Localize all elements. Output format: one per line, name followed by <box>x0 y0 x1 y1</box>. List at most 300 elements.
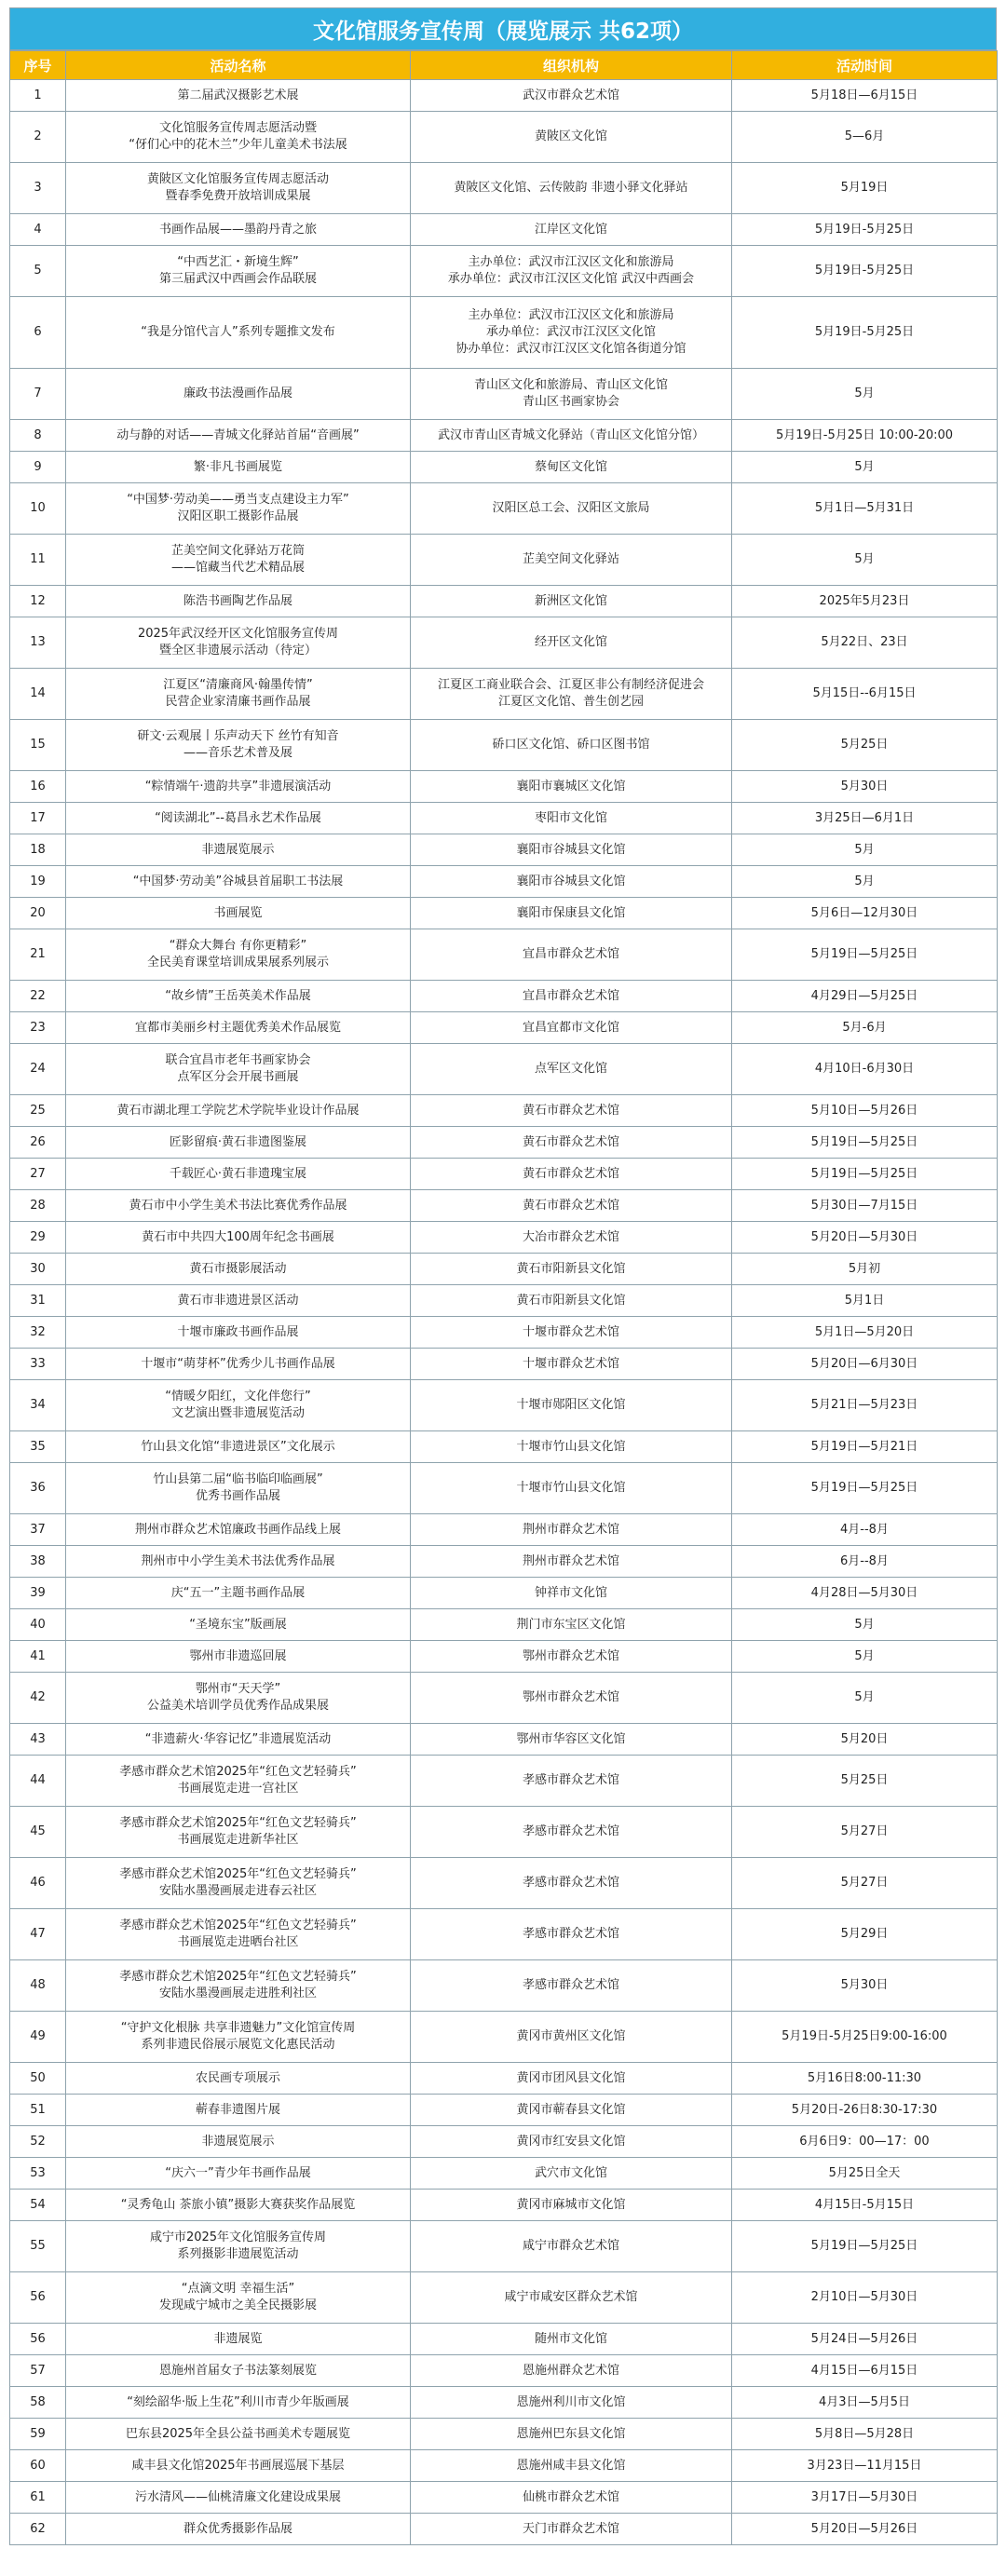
activity-time: 3月23日—11月15日 <box>732 2450 998 2482</box>
header-no: 序号 <box>10 51 66 80</box>
activity-time: 5月25日 <box>732 720 998 771</box>
organizer: 十堰市竹山县文化馆 <box>411 1431 732 1463</box>
table-row <box>10 452 998 483</box>
row-number: 25 <box>10 1095 66 1127</box>
row-number: 38 <box>10 1546 66 1578</box>
activity-time: 5月20日-26日8:30-17:30 <box>732 2095 998 2126</box>
organizer: 十堰市群众艺术馆 <box>411 1317 732 1349</box>
organizer: 天门市群众艺术馆 <box>411 2514 732 2545</box>
table-row <box>10 1609 998 1641</box>
activity-time: 5月19日—5月21日 <box>732 1431 998 1463</box>
activity-name: “粽情端午·遗韵共享”非遗展演活动 <box>66 771 411 803</box>
row-number: 35 <box>10 1431 66 1463</box>
row-number: 14 <box>10 669 66 720</box>
activity-name: 孝感市群众艺术馆2025年“红色文艺轻骑兵” 安陆水墨漫画展走进胜利社区 <box>66 1960 411 2012</box>
row-number: 18 <box>10 834 66 866</box>
row-number: 6 <box>10 297 66 369</box>
organizer: 黄石市阳新县文化馆 <box>411 1285 732 1317</box>
row-number: 1 <box>10 80 66 112</box>
activity-name: 研文·云观展丨乐声动天下 丝竹有知音 ——音乐艺术普及展 <box>66 720 411 771</box>
organizer: 黄石市阳新县文化馆 <box>411 1254 732 1285</box>
row-number: 33 <box>10 1349 66 1380</box>
activity-name: 孝感市群众艺术馆2025年“红色文艺轻骑兵” 书画展览走进晒台社区 <box>66 1909 411 1960</box>
activity-time: 5月1日 <box>732 1285 998 1317</box>
activity-name: “中国梦·劳动美”谷城县首届职工书法展 <box>66 866 411 898</box>
row-number: 54 <box>10 2190 66 2221</box>
activity-time: 3月17日—5月30日 <box>732 2482 998 2514</box>
activity-name: 动与静的对话——青城文化驿站首届“音画展” <box>66 420 411 452</box>
table-row <box>10 1159 998 1190</box>
table-row <box>10 2126 998 2158</box>
row-number: 23 <box>10 1012 66 1044</box>
organizer: 荆门市东宝区文化馆 <box>411 1609 732 1641</box>
organizer: 主办单位：武汉市江汉区文化和旅游局 承办单位：武汉市江汉区文化馆 武汉中西画会 <box>411 246 732 297</box>
activity-time: 5月18日—6月15日 <box>732 80 998 112</box>
activity-name: 群众优秀摄影作品展 <box>66 2514 411 2545</box>
activity-name: 十堰市廉政书画作品展 <box>66 1317 411 1349</box>
table-row <box>10 2095 998 2126</box>
row-number: 22 <box>10 981 66 1012</box>
activity-name: “群众大舞台 有你更精彩” 全民美育课堂培训成果展系列展示 <box>66 929 411 981</box>
table-row <box>10 246 998 297</box>
row-number: 50 <box>10 2063 66 2095</box>
organizer: 襄阳市保康县文化馆 <box>411 898 732 929</box>
activity-time: 4月29日—5月25日 <box>732 981 998 1012</box>
activity-time: 5月25日 <box>732 1756 998 1807</box>
table-row <box>10 1641 998 1673</box>
row-number: 37 <box>10 1514 66 1546</box>
row-number: 45 <box>10 1807 66 1858</box>
table-row <box>10 1807 998 1858</box>
activity-name: 鄂州市非遗巡回展 <box>66 1641 411 1673</box>
activity-name: 非遗展览展示 <box>66 834 411 866</box>
organizer: 江夏区工商业联合会、江夏区非公有制经济促进会 江夏区文化馆、普生创艺园 <box>411 669 732 720</box>
row-number: 13 <box>10 617 66 669</box>
activity-time: 5月 <box>732 1673 998 1724</box>
organizer: 襄阳市襄城区文化馆 <box>411 771 732 803</box>
table-row <box>10 2355 998 2387</box>
activity-table <box>9 50 998 2545</box>
row-number: 57 <box>10 2355 66 2387</box>
table-row <box>10 2158 998 2190</box>
table-row <box>10 2450 998 2482</box>
table-row <box>10 669 998 720</box>
activity-name: 咸宁市2025年文化馆服务宣传周 系列摄影非遗展览活动 <box>66 2221 411 2272</box>
activity-name: 第二届武汉摄影艺术展 <box>66 80 411 112</box>
activity-name: 千载匠心·黄石非遗瑰宝展 <box>66 1159 411 1190</box>
activity-time: 4月--8月 <box>732 1514 998 1546</box>
table-row <box>10 2419 998 2450</box>
row-number: 44 <box>10 1756 66 1807</box>
table-row <box>10 803 998 834</box>
organizer: 咸宁市群众艺术馆 <box>411 2221 732 2272</box>
activity-name: 鄂州市“天天学” 公益美术培训学员优秀作品成果展 <box>66 1673 411 1724</box>
activity-name: “故乡情”王岳英美术作品展 <box>66 981 411 1012</box>
table-row <box>10 1012 998 1044</box>
activity-name: 文化馆服务宣传周志愿活动暨 “伢们心中的花木兰”少年儿童美术书法展 <box>66 112 411 163</box>
row-number: 7 <box>10 369 66 420</box>
table-row <box>10 297 998 369</box>
activity-name: 2025年武汉经开区文化馆服务宣传周 暨全区非遗展示活动（待定） <box>66 617 411 669</box>
activity-time: 5月 <box>732 1609 998 1641</box>
table-row <box>10 1254 998 1285</box>
row-number: 19 <box>10 866 66 898</box>
table-row <box>10 80 998 112</box>
activity-name: 孝感市群众艺术馆2025年“红色文艺轻骑兵” 安陆水墨漫画展走进春云社区 <box>66 1858 411 1909</box>
organizer: 宜昌宜都市文化馆 <box>411 1012 732 1044</box>
activity-time: 5月20日—5月30日 <box>732 1222 998 1254</box>
organizer: 恩施州巴东县文化馆 <box>411 2419 732 2450</box>
activity-name: 黄石市湖北理工学院艺术学院毕业设计作品展 <box>66 1095 411 1127</box>
organizer: 荆州市群众艺术馆 <box>411 1514 732 1546</box>
activity-time: 5月19日—5月25日 <box>732 1127 998 1159</box>
activity-name: 非遗展览展示 <box>66 2126 411 2158</box>
activity-name: 荆州市群众艺术馆廉政书画作品线上展 <box>66 1514 411 1546</box>
table-row <box>10 2190 998 2221</box>
activity-time: 5月19日—5月25日 <box>732 929 998 981</box>
organizer: 鄂州市群众艺术馆 <box>411 1641 732 1673</box>
activity-time: 5月20日 <box>732 1724 998 1756</box>
row-number: 62 <box>10 2514 66 2545</box>
activity-name: 黄石市非遗进景区活动 <box>66 1285 411 1317</box>
organizer: 黄冈市蕲春县文化馆 <box>411 2095 732 2126</box>
row-number: 59 <box>10 2419 66 2450</box>
activity-time: 5月-6月 <box>732 1012 998 1044</box>
table-row <box>10 1463 998 1514</box>
sheet-title: 文化馆服务宣传周（展览展示 共62项） <box>9 7 997 50</box>
organizer: 咸宁市咸安区群众艺术馆 <box>411 2272 732 2324</box>
activity-name: “中西艺汇・新境生辉” 第三届武汉中西画会作品联展 <box>66 246 411 297</box>
activity-name: “庆六一”青少年书画作品展 <box>66 2158 411 2190</box>
table-row <box>10 720 998 771</box>
organizer: 黄陂区文化馆 <box>411 112 732 163</box>
table-row <box>10 1673 998 1724</box>
organizer: 孝感市群众艺术馆 <box>411 1960 732 2012</box>
table-row <box>10 1431 998 1463</box>
activity-name: 书画展览 <box>66 898 411 929</box>
activity-name: “点滴文明 幸福生活” 发现咸宁城市之美全民摄影展 <box>66 2272 411 2324</box>
organizer: 荆州市群众艺术馆 <box>411 1546 732 1578</box>
organizer: 点军区文化馆 <box>411 1044 732 1095</box>
activity-name: 匠影留痕·黄石非遗图鉴展 <box>66 1127 411 1159</box>
organizer: 黄石市群众艺术馆 <box>411 1127 732 1159</box>
activity-time: 4月15日-5月15日 <box>732 2190 998 2221</box>
organizer: 十堰市群众艺术馆 <box>411 1349 732 1380</box>
activity-time: 3月25日—6月1日 <box>732 803 998 834</box>
row-number: 60 <box>10 2450 66 2482</box>
row-number: 16 <box>10 771 66 803</box>
organizer: 仙桃市群众艺术馆 <box>411 2482 732 2514</box>
organizer: 武汉市群众艺术馆 <box>411 80 732 112</box>
organizer: 黄冈市团风县文化馆 <box>411 2063 732 2095</box>
table-row <box>10 981 998 1012</box>
activity-time: 5月10日—5月26日 <box>732 1095 998 1127</box>
row-number: 58 <box>10 2387 66 2419</box>
activity-name: 非遗展览 <box>66 2324 411 2355</box>
table-row <box>10 1380 998 1431</box>
activity-name: 荆州市中小学生美术书法优秀作品展 <box>66 1546 411 1578</box>
organizer: 武汉市青山区青城文化驿站（青山区文化馆分馆） <box>411 420 732 452</box>
activity-time: 4月10日-6月30日 <box>732 1044 998 1095</box>
activity-name: 陈浩书画陶艺作品展 <box>66 586 411 617</box>
activity-time: 5月20日—5月26日 <box>732 2514 998 2545</box>
table-row <box>10 1960 998 2012</box>
row-number: 47 <box>10 1909 66 1960</box>
activity-time: 5月24日—5月26日 <box>732 2324 998 2355</box>
table-row <box>10 483 998 535</box>
activity-time: 5月 <box>732 834 998 866</box>
organizer: 宜昌市群众艺术馆 <box>411 981 732 1012</box>
organizer: 恩施州利川市文化馆 <box>411 2387 732 2419</box>
table-row <box>10 2221 998 2272</box>
organizer: 黄石市群众艺术馆 <box>411 1159 732 1190</box>
row-number: 15 <box>10 720 66 771</box>
row-number: 43 <box>10 1724 66 1756</box>
organizer: 鄂州市群众艺术馆 <box>411 1673 732 1724</box>
activity-name: 黄石市中小学生美术书法比赛优秀作品展 <box>66 1190 411 1222</box>
organizer: 孝感市群众艺术馆 <box>411 1807 732 1858</box>
table-row <box>10 1127 998 1159</box>
activity-name: 竹山县第二届“临书临印临画展” 优秀书画作品展 <box>66 1463 411 1514</box>
activity-name: 竹山县文化馆“非遗进景区”文化展示 <box>66 1431 411 1463</box>
row-number: 39 <box>10 1578 66 1609</box>
activity-sheet <box>9 7 997 2545</box>
activity-time: 5月8日—5月28日 <box>732 2419 998 2450</box>
organizer: 黄冈市黄州区文化馆 <box>411 2012 732 2063</box>
organizer: 新洲区文化馆 <box>411 586 732 617</box>
row-number: 2 <box>10 112 66 163</box>
organizer: 芷美空间文化驿站 <box>411 535 732 586</box>
organizer: 黄石市群众艺术馆 <box>411 1095 732 1127</box>
activity-name: 庆“五一”主题书画作品展 <box>66 1578 411 1609</box>
activity-time: 5月29日 <box>732 1909 998 1960</box>
activity-time: 5月30日 <box>732 771 998 803</box>
activity-time: 5月 <box>732 535 998 586</box>
organizer: 宜昌市群众艺术馆 <box>411 929 732 981</box>
activity-time: 5月25日全天 <box>732 2158 998 2190</box>
activity-name: 十堰市“萌芽杯”优秀少儿书画作品展 <box>66 1349 411 1380</box>
organizer: 孝感市群众艺术馆 <box>411 1909 732 1960</box>
activity-time: 5月22日、23日 <box>732 617 998 669</box>
organizer: 恩施州咸丰县文化馆 <box>411 2450 732 2482</box>
activity-name: “阅读湖北”--葛昌永艺术作品展 <box>66 803 411 834</box>
activity-name: 黄石市中共四大100周年纪念书画展 <box>66 1222 411 1254</box>
activity-time: 5月19日-5月25日 <box>732 214 998 246</box>
activity-time: 5月30日 <box>732 1960 998 2012</box>
row-number: 17 <box>10 803 66 834</box>
organizer: 随州市文化馆 <box>411 2324 732 2355</box>
activity-name: 书画作品展——墨韵丹青之旅 <box>66 214 411 246</box>
row-number: 20 <box>10 898 66 929</box>
row-number: 4 <box>10 214 66 246</box>
table-row <box>10 1044 998 1095</box>
table-row <box>10 1546 998 1578</box>
row-number: 11 <box>10 535 66 586</box>
header-time: 活动时间 <box>732 51 998 80</box>
row-number: 56 <box>10 2272 66 2324</box>
table-row <box>10 834 998 866</box>
activity-name: “刻绘韶华·版上生花”利川市青少年版画展 <box>66 2387 411 2419</box>
table-row <box>10 214 998 246</box>
activity-time: 5月20日—6月30日 <box>732 1349 998 1380</box>
activity-time: 4月28日—5月30日 <box>732 1578 998 1609</box>
organizer: 钟祥市文化馆 <box>411 1578 732 1609</box>
table-row <box>10 369 998 420</box>
table-row <box>10 2063 998 2095</box>
activity-name: 咸丰县文化馆2025年书画展巡展下基层 <box>66 2450 411 2482</box>
organizer: 黄陂区文化馆、云传陂韵 非遗小驿文化驿站 <box>411 163 732 214</box>
row-number: 53 <box>10 2158 66 2190</box>
row-number: 10 <box>10 483 66 535</box>
activity-time: 6月6日9：00—17：00 <box>732 2126 998 2158</box>
organizer: 孝感市群众艺术馆 <box>411 1756 732 1807</box>
table-row <box>10 771 998 803</box>
activity-time: 2月10日—5月30日 <box>732 2272 998 2324</box>
row-number: 28 <box>10 1190 66 1222</box>
row-number: 26 <box>10 1127 66 1159</box>
activity-name: “圣境东宝”版画展 <box>66 1609 411 1641</box>
organizer: 枣阳市文化馆 <box>411 803 732 834</box>
organizer: 黄石市群众艺术馆 <box>411 1190 732 1222</box>
table-row <box>10 112 998 163</box>
row-number: 8 <box>10 420 66 452</box>
table-row <box>10 1909 998 1960</box>
table-row <box>10 2482 998 2514</box>
activity-time: 5月19日—5月25日 <box>732 1159 998 1190</box>
row-number: 31 <box>10 1285 66 1317</box>
organizer: 十堰市郧阳区文化馆 <box>411 1380 732 1431</box>
table-row <box>10 535 998 586</box>
row-number: 61 <box>10 2482 66 2514</box>
activity-name: 孝感市群众艺术馆2025年“红色文艺轻骑兵” 书画展览走进一宫社区 <box>66 1756 411 1807</box>
activity-name: “灵秀龟山 茶旅小镇”摄影大赛获奖作品展览 <box>66 2190 411 2221</box>
header-org: 组织机构 <box>411 51 732 80</box>
activity-name: 联合宜昌市老年书画家协会 点军区分会开展书画展 <box>66 1044 411 1095</box>
row-number: 30 <box>10 1254 66 1285</box>
activity-time: 5月27日 <box>732 1858 998 1909</box>
row-number: 3 <box>10 163 66 214</box>
row-number: 36 <box>10 1463 66 1514</box>
activity-time: 5月1日—5月31日 <box>732 483 998 535</box>
activity-time: 5月16日8:00-11:30 <box>732 2063 998 2095</box>
activity-time: 4月15日—6月15日 <box>732 2355 998 2387</box>
organizer: 黄冈市红安县文化馆 <box>411 2126 732 2158</box>
activity-time: 6月--8月 <box>732 1546 998 1578</box>
table-row <box>10 1858 998 1909</box>
table-row <box>10 1190 998 1222</box>
table-row <box>10 420 998 452</box>
table-row <box>10 2324 998 2355</box>
row-number: 21 <box>10 929 66 981</box>
activity-time: 5月初 <box>732 1254 998 1285</box>
activity-time: 5月19日—5月25日 <box>732 2221 998 2272</box>
activity-time: 5月27日 <box>732 1807 998 1858</box>
table-row <box>10 2272 998 2324</box>
table-row <box>10 586 998 617</box>
table-row <box>10 2387 998 2419</box>
table-body <box>10 80 998 2545</box>
row-number: 42 <box>10 1673 66 1724</box>
activity-time: 5月19日-5月25日 <box>732 246 998 297</box>
organizer: 蔡甸区文化馆 <box>411 452 732 483</box>
row-number: 32 <box>10 1317 66 1349</box>
table-row <box>10 1317 998 1349</box>
table-row <box>10 2514 998 2545</box>
activity-time: 5月1日—5月20日 <box>732 1317 998 1349</box>
activity-name: 江夏区“清廉商风·翰墨传情” 民营企业家清廉书画作品展 <box>66 669 411 720</box>
row-number: 40 <box>10 1609 66 1641</box>
organizer: 孝感市群众艺术馆 <box>411 1858 732 1909</box>
organizer: 青山区文化和旅游局、青山区文化馆 青山区书画家协会 <box>411 369 732 420</box>
activity-name: 繁·非凡书画展览 <box>66 452 411 483</box>
activity-time: 5月15日--6月15日 <box>732 669 998 720</box>
table-row <box>10 1222 998 1254</box>
activity-time: 5月19日-5月25日 10:00-20:00 <box>732 420 998 452</box>
table-row <box>10 617 998 669</box>
organizer: 十堰市竹山县文化馆 <box>411 1463 732 1514</box>
activity-name: 恩施州首届女子书法篆刻展览 <box>66 2355 411 2387</box>
table-row <box>10 163 998 214</box>
organizer: 硚口区文化馆、硚口区图书馆 <box>411 720 732 771</box>
organizer: 黄冈市麻城市文化馆 <box>411 2190 732 2221</box>
row-number: 12 <box>10 586 66 617</box>
organizer: 大冶市群众艺术馆 <box>411 1222 732 1254</box>
header-name: 活动名称 <box>66 51 411 80</box>
row-number: 34 <box>10 1380 66 1431</box>
activity-name: 孝感市群众艺术馆2025年“红色文艺轻骑兵” 书画展览走进新华社区 <box>66 1807 411 1858</box>
row-number: 55 <box>10 2221 66 2272</box>
row-number: 29 <box>10 1222 66 1254</box>
table-row <box>10 1756 998 1807</box>
activity-name: 宜都市美丽乡村主题优秀美术作品展览 <box>66 1012 411 1044</box>
activity-name: 黄石市摄影展活动 <box>66 1254 411 1285</box>
activity-name: “中国梦·劳动美——勇当支点建设主力军” 汉阳区职工摄影作品展 <box>66 483 411 535</box>
header-row <box>10 51 998 80</box>
table-row <box>10 1349 998 1380</box>
row-number: 27 <box>10 1159 66 1190</box>
activity-name: “情暖夕阳红，文化伴您行” 文艺演出暨非遗展览活动 <box>66 1380 411 1431</box>
table-row <box>10 1514 998 1546</box>
activity-name: 芷美空间文化驿站万花筒 ——馆藏当代艺术精品展 <box>66 535 411 586</box>
activity-time: 2025年5月23日 <box>732 586 998 617</box>
activity-time: 5月21日—5月23日 <box>732 1380 998 1431</box>
table-row <box>10 866 998 898</box>
table-row <box>10 929 998 981</box>
row-number: 52 <box>10 2126 66 2158</box>
organizer: 恩施州群众艺术馆 <box>411 2355 732 2387</box>
organizer: 江岸区文化馆 <box>411 214 732 246</box>
activity-time: 5月 <box>732 866 998 898</box>
activity-time: 5月19日-5月25日9:00-16:00 <box>732 2012 998 2063</box>
activity-time: 5月19日 <box>732 163 998 214</box>
activity-name: 黄陂区文化馆服务宣传周志愿活动 暨春季免费开放培训成果展 <box>66 163 411 214</box>
table-row <box>10 898 998 929</box>
activity-name: 蕲春非遗图片展 <box>66 2095 411 2126</box>
activity-time: 5—6月 <box>732 112 998 163</box>
organizer: 襄阳市谷城县文化馆 <box>411 866 732 898</box>
activity-time: 4月3日—5月5日 <box>732 2387 998 2419</box>
row-number: 46 <box>10 1858 66 1909</box>
activity-name: 廉政书法漫画作品展 <box>66 369 411 420</box>
activity-name: 农民画专项展示 <box>66 2063 411 2095</box>
row-number: 56 <box>10 2324 66 2355</box>
table-row <box>10 1285 998 1317</box>
organizer: 武穴市文化馆 <box>411 2158 732 2190</box>
row-number: 48 <box>10 1960 66 2012</box>
table-row <box>10 1578 998 1609</box>
activity-time: 5月6日—12月30日 <box>732 898 998 929</box>
row-number: 5 <box>10 246 66 297</box>
